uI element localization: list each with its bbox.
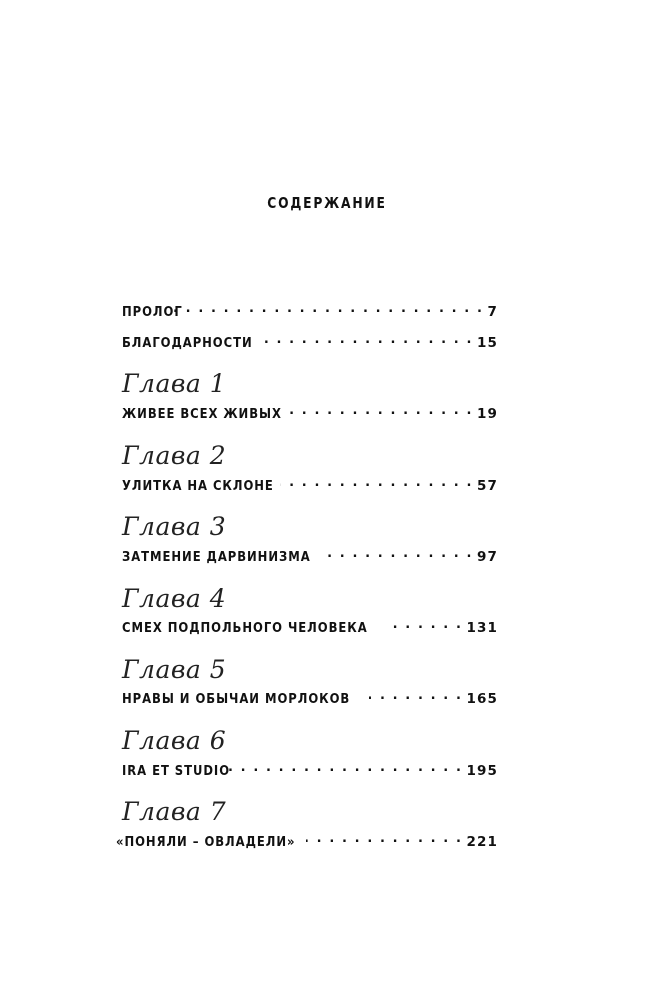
toc-entry-page: 221 xyxy=(466,834,498,850)
dot-leader xyxy=(289,404,473,418)
toc-entry-label: ПРОЛОГ xyxy=(122,304,183,320)
toc-entry-chapter-5[interactable] xyxy=(122,689,498,709)
toc-entry-label: УЛИТКА НА СКЛОНЕ xyxy=(122,478,274,494)
toc-entry-label: СМЕХ ПОДПОЛЬНОГО ЧЕЛОВЕКА xyxy=(122,620,368,636)
toc-entry-page: 7 xyxy=(487,304,498,320)
toc-entry-page: 131 xyxy=(466,620,498,636)
toc-entry-page: 57 xyxy=(477,478,498,494)
toc-entry-label: IRA ET STUDIO xyxy=(122,763,231,779)
toc-entry-chapter-2[interactable] xyxy=(122,476,498,496)
chapter-heading-5: Глава 5 xyxy=(122,655,227,684)
toc-entry-page: 165 xyxy=(466,691,498,707)
chapter-heading-4: Глава 4 xyxy=(122,584,227,613)
toc-entry-label: ЗАТМЕНИЕ ДАРВИНИЗМА xyxy=(122,549,311,565)
toc-entry-page: 97 xyxy=(477,549,498,565)
page-title: СОДЕРЖАНИЕ xyxy=(267,194,387,212)
toc-entry-page: 15 xyxy=(477,335,498,351)
chapter-heading-6: Глава 6 xyxy=(122,726,227,755)
toc-entry-page: 195 xyxy=(466,763,498,779)
toc-entry-chapter-3[interactable] xyxy=(122,547,498,567)
chapter-heading-1: Глава 1 xyxy=(122,369,227,398)
chapter-heading-7: Глава 7 xyxy=(122,797,227,826)
toc-entry-chapter-6[interactable] xyxy=(122,761,498,781)
dot-leader xyxy=(369,689,463,703)
dot-leader xyxy=(255,333,473,347)
dot-leader xyxy=(229,761,462,775)
toc-entry-label: НРАВЫ И ОБЫЧАИ МОРЛОКОВ xyxy=(122,691,351,707)
toc-entry-chapter-1[interactable] xyxy=(122,404,498,424)
toc-entry-chapter-4[interactable] xyxy=(122,618,498,638)
toc-entry-page: 19 xyxy=(477,406,498,422)
toc-entry-label: ЖИВЕЕ ВСЕХ ЖИВЫХ xyxy=(122,406,282,422)
chapter-heading-2: Глава 2 xyxy=(122,441,227,470)
dot-leader xyxy=(174,302,483,316)
dot-leader xyxy=(306,832,463,846)
toc-entry-chapter-7[interactable] xyxy=(116,832,498,852)
dot-leader xyxy=(323,547,473,561)
dot-leader xyxy=(389,618,462,632)
toc-entry-acknowledgements[interactable] xyxy=(122,333,498,353)
toc-entry-label: БЛАГОДАРНОСТИ xyxy=(122,335,253,351)
dot-leader xyxy=(280,476,473,490)
toc-entry-label: «ПОНЯЛИ – ОВЛАДЕЛИ» xyxy=(116,834,296,850)
chapter-heading-3: Глава 3 xyxy=(122,512,227,541)
toc-entry-prologue[interactable] xyxy=(122,302,498,322)
